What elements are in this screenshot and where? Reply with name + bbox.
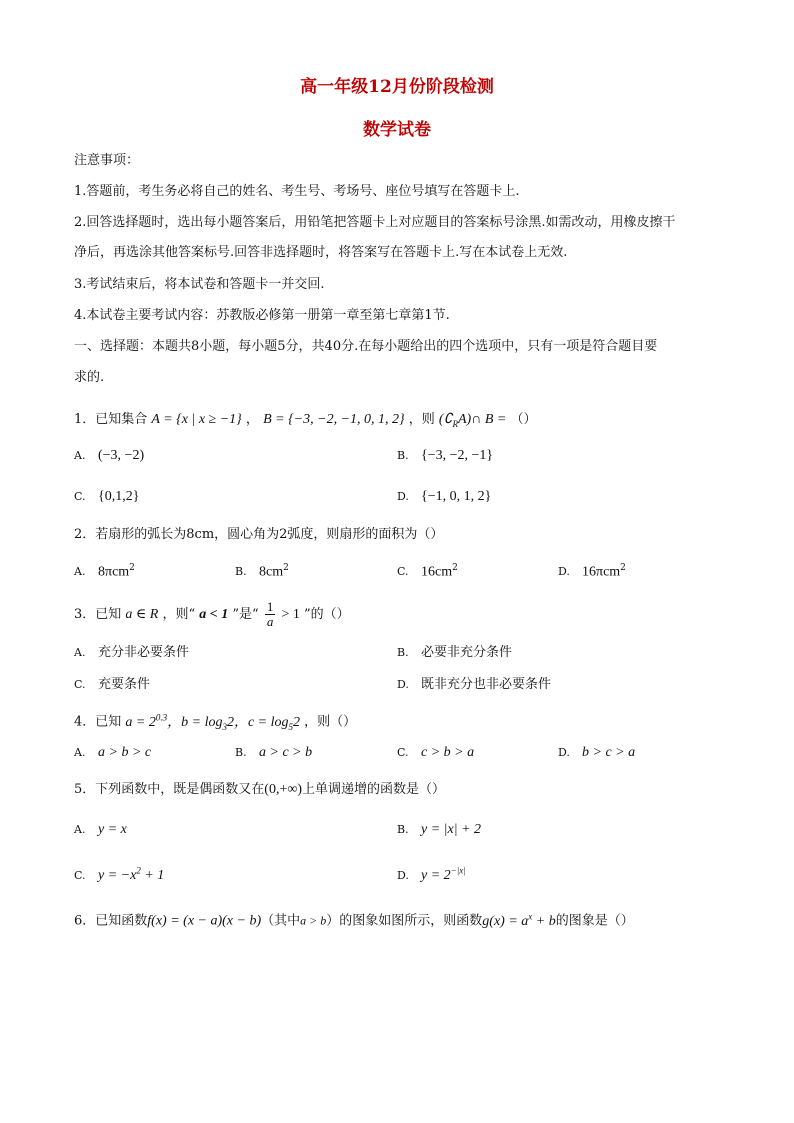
- q5-interval: (0,+∞): [264, 782, 302, 797]
- notice-item-2: 2.回答选择题时，选出每小题答案后，用铅笔把答题卡上对应题目的答案标号涂黑.如需改动，用橡皮擦干: [74, 215, 676, 230]
- q4-d-label: D.: [558, 746, 570, 759]
- q3-option-d: [397, 673, 551, 692]
- q2-d-sup: 2: [620, 563, 626, 573]
- q5-c-label: C.: [74, 868, 86, 882]
- q1-option-c: [74, 489, 139, 505]
- q5-option-c: [74, 865, 164, 884]
- q6-cond: a > b: [300, 913, 327, 928]
- q3-option-c: [74, 673, 150, 692]
- q3-fraction: [265, 600, 276, 629]
- q6-mid2: ）的图象如图所示，则函数: [326, 913, 483, 929]
- notice-heading: 注意事项：: [74, 153, 140, 168]
- q5-text2: 上单调递增的函数是（）: [301, 782, 445, 797]
- q2-b-label: B.: [235, 565, 247, 579]
- q1-prefix: 1．已知集合: [74, 412, 148, 427]
- q5-b-text: y = |x| + 2: [421, 822, 482, 837]
- q3-option-a: [74, 641, 189, 660]
- q6-f: f(x) = (x − a)(x − b): [147, 913, 262, 929]
- question-3: [74, 600, 350, 629]
- q4-c-label: C.: [397, 746, 409, 759]
- q4-c-text: c > b > a: [421, 745, 475, 760]
- q5-a-text: y = x: [98, 822, 127, 837]
- q2-c-text: 16cm: [421, 564, 453, 580]
- notice-item-1: 1.答题前，考生务必将自己的姓名、考生号、考场号、座位号填写在答题卡上.: [74, 184, 520, 199]
- q6-end: 的图象是（）: [555, 913, 634, 929]
- q1-b-text: {−3, −2, −1}: [421, 448, 494, 463]
- q3-prefix: 3．已知: [74, 607, 122, 622]
- q1-expr-part1: (∁: [438, 412, 453, 427]
- q4-a-exp: 0.3: [155, 712, 168, 722]
- q1-a-label: A.: [74, 449, 86, 462]
- q5-option-a: [74, 822, 127, 838]
- q2-a-text: 8πcm: [98, 564, 130, 580]
- q1-paren: （）: [510, 412, 537, 427]
- q3-mid1: ，则“: [162, 607, 196, 622]
- q5-c-base: y = −x: [98, 867, 137, 883]
- q5-c-exp: 2: [136, 865, 141, 875]
- q3-a-text: 充分非必要条件: [98, 645, 190, 660]
- q4-c-rest: 2: [293, 714, 301, 730]
- q5-a-label: A.: [74, 823, 86, 836]
- q5-b-label: B.: [397, 823, 409, 836]
- q5-d-exp: −|x|: [450, 865, 466, 875]
- q3-b-text: 必要非充分条件: [421, 645, 513, 660]
- notice-item-3: 3.考试结束后，将本试卷和答题卡一并交回.: [74, 277, 325, 292]
- q5-d-label: D.: [397, 868, 409, 882]
- section-heading: 一、选择题：本题共8小题，每小题5分，共40分.在每小题给出的四个选项中，只有一项是符合题目要: [74, 339, 658, 354]
- q4-c-def: [248, 715, 300, 730]
- q5-text1: 5．下列函数中，既是偶函数又在: [74, 782, 265, 797]
- q2-a-sup: 2: [129, 563, 135, 573]
- q4-option-c: [397, 745, 474, 761]
- page-title: 高一年级12月份阶段检测: [300, 77, 494, 97]
- q4-b-label: B.: [235, 746, 247, 759]
- q2-option-a: [74, 563, 135, 580]
- q3-condition: a ∈ R: [125, 607, 159, 622]
- q4-a-base: a = 2: [125, 714, 156, 730]
- q3-b-label: B.: [397, 646, 409, 659]
- q6-g-exp: x: [528, 911, 533, 921]
- q3-c-text: 充要条件: [98, 677, 151, 692]
- q4-a-label: A.: [74, 746, 86, 759]
- q5-option-d: [397, 865, 466, 884]
- q6-g-base: g(x) = a: [482, 913, 529, 929]
- question-2: 2．若扇形的弧长为8cm，圆心角为2弧度，则扇形的面积为（）: [74, 527, 444, 542]
- q1-expr-sub: R: [452, 418, 458, 429]
- q3-d-text: 既非充分也非必要条件: [421, 677, 552, 692]
- q6-g-rest: + b: [532, 913, 556, 929]
- question-5: [74, 781, 445, 799]
- q6-g: [482, 911, 556, 929]
- q2-b-sup: 2: [283, 563, 289, 573]
- q4-option-a: [74, 745, 151, 761]
- q4-b-sub: 3: [222, 721, 227, 732]
- q3-a-label: A.: [74, 646, 86, 659]
- q4-b-def: [167, 715, 248, 730]
- q6-prefix: 6．已知函数: [74, 913, 148, 929]
- q4-option-d: [558, 745, 635, 761]
- q1-option-d: [397, 489, 491, 505]
- q1-a-text: (−3, −2): [98, 448, 145, 463]
- question-6: [74, 907, 634, 931]
- q2-a-label: A.: [74, 565, 86, 579]
- q2-d-label: D.: [558, 565, 570, 579]
- q1-b-label: B.: [397, 449, 409, 462]
- q1-option-b: [397, 448, 493, 464]
- q4-prefix: 4．已知: [74, 714, 122, 730]
- q2-c-sup: 2: [452, 563, 458, 573]
- question-1: [74, 411, 536, 433]
- q1-c-text: {0,1,2}: [98, 489, 140, 504]
- q5-d-base: y = 2: [421, 867, 451, 883]
- q1-d-text: {−1, 0, 1, 2}: [421, 489, 492, 504]
- page-subtitle: 数学试卷: [363, 120, 431, 140]
- q2-option-c: [397, 563, 458, 580]
- q1-expr-part2: A)∩ B =: [458, 412, 507, 427]
- q4-c-sub: 5: [288, 721, 294, 732]
- q3-fraction-num: 1: [266, 599, 274, 614]
- q3-end: ”的（）: [304, 607, 350, 622]
- q3-fraction-den: a: [266, 614, 274, 629]
- q4-end: ，则（）: [304, 714, 357, 730]
- section-heading-cont: 求的.: [74, 370, 105, 385]
- q4-c-base: c = log: [247, 714, 289, 730]
- q4-b-base: ，b = log: [167, 714, 223, 730]
- q1-expression: [439, 412, 506, 427]
- q2-option-d: [558, 563, 626, 580]
- q5-c-text: [98, 865, 165, 883]
- q2-option-b: [235, 563, 289, 580]
- q3-d-label: D.: [397, 678, 409, 691]
- question-4: [74, 708, 356, 735]
- q3-gt1: > 1: [281, 607, 300, 622]
- q4-b-text: a > c > b: [259, 745, 313, 760]
- q1-c-label: C.: [74, 490, 86, 503]
- q4-d-text: b > c > a: [582, 745, 636, 760]
- q4-a-text: a > b > c: [98, 745, 152, 760]
- q3-c-label: C.: [74, 678, 86, 691]
- q1-option-a: [74, 448, 144, 464]
- notice-item-4: 4.本试卷主要考试内容：苏教版必修第一册第一章至第七章第1节.: [74, 308, 450, 323]
- q5-c-rest: + 1: [140, 867, 165, 883]
- q5-d-text: [421, 865, 466, 883]
- q3-option-b: [397, 641, 512, 660]
- q6-mid: （其中: [261, 913, 301, 929]
- q3-a-less: a < 1: [199, 607, 229, 622]
- q1-set-b: B = {−3, −2, −1, 0, 1, 2}: [263, 412, 405, 427]
- q2-b-text: 8cm: [259, 564, 284, 580]
- q2-d-text: 16πcm: [582, 564, 621, 580]
- q2-c-label: C.: [397, 565, 409, 579]
- q4-option-b: [235, 745, 312, 761]
- q1-set-a: A = {x | x ≥ −1}: [151, 412, 242, 427]
- q4-a-def: [125, 712, 168, 730]
- q1-comma: ，: [245, 412, 259, 427]
- q1-then: ，则: [408, 412, 435, 427]
- q5-option-b: [397, 822, 481, 838]
- q4-b-rest: 2，: [226, 714, 248, 730]
- q1-d-label: D.: [397, 490, 409, 503]
- notice-item-2-cont: 净后，再选涂其他答案标号.回答非选择题时，将答案写在答题卡上.写在本试卷上无效.: [74, 245, 568, 260]
- q3-mid2: ”是“: [232, 607, 259, 622]
